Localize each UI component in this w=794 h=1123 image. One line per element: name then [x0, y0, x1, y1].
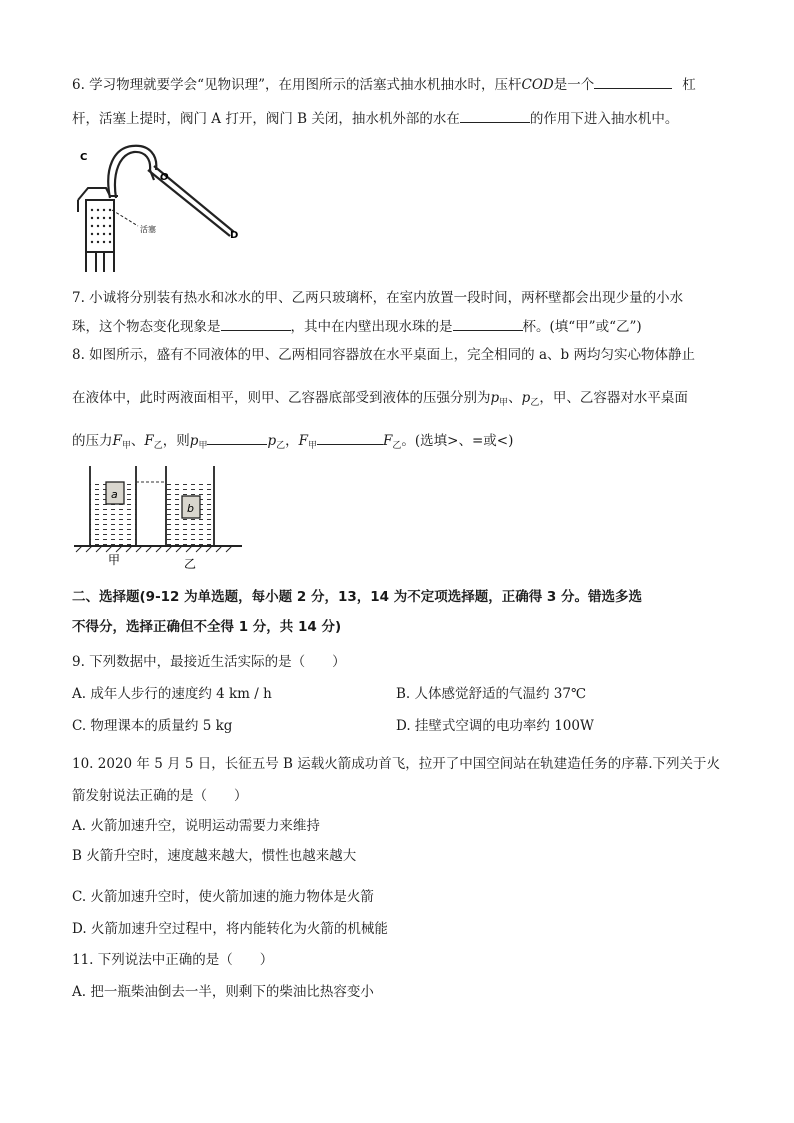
q7-line-2 — [72, 316, 642, 337]
q8-text: 的压力 — [72, 433, 113, 449]
q8-text: 在液体中，此时两液面相平，则甲、乙容器底部受到液体的压强分别为 — [72, 390, 491, 406]
q6-blank-1[interactable] — [594, 74, 672, 89]
q7-blank-1[interactable] — [221, 316, 291, 331]
subscript-jia: 甲 — [121, 441, 131, 451]
subscript-jia: 甲 — [499, 398, 509, 408]
symbol-p: p — [267, 433, 277, 449]
subscript-yi: 乙 — [153, 441, 163, 451]
q11-stem: 11. 下列说法中正确的是（ ） — [72, 952, 274, 968]
q8-blank-2[interactable] — [317, 430, 383, 445]
q7-blank-2[interactable] — [453, 316, 523, 331]
q9-stem: 9. 下列数据中，最接近生活实际的是（ ） — [72, 654, 346, 670]
q10-line-2: 箭发射说法正确的是（ ） — [72, 788, 248, 804]
q10-option-d[interactable]: D. 火箭加速升空过程中，将内能转化为火箭的机械能 — [72, 921, 388, 937]
q11-option-a[interactable]: A. 把一瓶柴油倒去一半，则剩下的柴油比热容变小 — [72, 984, 374, 1000]
symbol-f: F — [112, 433, 122, 449]
q9-option-d[interactable]: D. 挂壁式空调的电功率约 100W — [396, 718, 594, 734]
q10-line-1: 10. 2020 年 5 月 5 日，长征五号 B 运载火箭成功首飞，拉开了中国空间站在轨建造任务的序幕.下列关于火 — [72, 756, 721, 772]
q6-text: 杠 — [682, 77, 696, 93]
q8-text: ，则 — [162, 433, 190, 449]
q8-text: ， — [285, 433, 299, 449]
q9-option-a[interactable]: A. 成年人步行的速度约 4 km / h — [72, 686, 272, 702]
section2-line-2: 不得分，选择正确但不全得 1 分，共 14 分) — [72, 619, 342, 635]
containers-figure — [70, 462, 245, 572]
subscript-yi: 乙 — [530, 398, 540, 408]
q6-text: 6. 学习物理就要学会“见物识理”，在用图所示的活塞式抽水机抽水时，压杆 — [72, 77, 522, 93]
q8-text: ，甲、乙容器对水平桌面 — [539, 390, 688, 406]
lever-cod-symbol: COD — [521, 77, 554, 93]
q6-text: 杆，活塞上提时，阀门 A 打开，阀门 B 关闭，抽水机外部的水在 — [72, 111, 460, 127]
q7-text: 杯。(填“甲”或“乙”) — [522, 319, 642, 335]
subscript-yi: 乙 — [392, 441, 402, 451]
q7-text: ，其中在内壁出现水珠的是 — [290, 319, 453, 335]
label-a: a — [111, 488, 118, 501]
q8-text: 。(选填>、=或<) — [401, 433, 514, 449]
q7-line-1: 7. 小诚将分别装有热水和冰水的甲、乙两只玻璃杯，在室内放置一段时间，两杯壁都会出现少量的小水 — [72, 290, 684, 306]
q9-option-b[interactable]: B. 人体感觉舒适的气温约 37℃ — [396, 686, 587, 702]
q8-line-2 — [72, 388, 688, 413]
subscript-yi: 乙 — [276, 441, 286, 451]
label-d: D — [230, 230, 239, 241]
q10-option-b[interactable]: B 火箭升空时，速度越来越大，惯性也越来越大 — [72, 848, 357, 864]
section2-line-1: 二、选择题(9-12 为单选题，每小题 2 分，13，14 为不定项选择题，正确得 3 分。错选多选 — [72, 589, 643, 605]
q8-blank-1[interactable] — [207, 430, 267, 445]
q8-line-1: 8. 如图所示，盛有不同液体的甲、乙两相同容器放在水平桌面上，完全相同的 a、b 两均匀实心物体静止 — [72, 347, 695, 363]
q10-option-a[interactable]: A. 火箭加速升空，说明运动需要力来维持 — [72, 818, 320, 834]
label-yi: 乙 — [184, 557, 197, 571]
label-o: O — [160, 172, 169, 183]
q6-text: 的作用下进入抽水机中。 — [529, 111, 679, 127]
symbol-f: F — [383, 433, 393, 449]
symbol-p: p — [189, 433, 199, 449]
symbol-p: p — [490, 390, 500, 406]
q9-option-c[interactable]: C. 物理课本的质量约 5 kg — [72, 718, 233, 734]
q7-text: 珠，这个物态变化现象是 — [72, 319, 221, 335]
water-pump-figure — [70, 140, 250, 275]
symbol-f: F — [144, 433, 154, 449]
symbol-f: F — [298, 433, 308, 449]
q6-line-1 — [72, 74, 696, 95]
subscript-jia: 甲 — [198, 441, 208, 451]
label-piston: 活塞 — [140, 225, 156, 234]
symbol-p: p — [521, 390, 531, 406]
q8-text: 、 — [508, 390, 522, 406]
q8-line-3 — [72, 430, 513, 456]
q6-blank-2[interactable] — [460, 108, 530, 123]
q6-text: 是一个 — [553, 77, 595, 93]
label-b: b — [187, 502, 194, 515]
q6-line-2 — [72, 108, 678, 129]
label-jia: 甲 — [108, 553, 121, 567]
q10-option-c[interactable]: C. 火箭加速升空时，使火箭加速的施力物体是火箭 — [72, 889, 374, 905]
subscript-jia: 甲 — [308, 441, 318, 451]
label-c: C — [80, 152, 88, 163]
q8-text: 、 — [130, 433, 145, 449]
